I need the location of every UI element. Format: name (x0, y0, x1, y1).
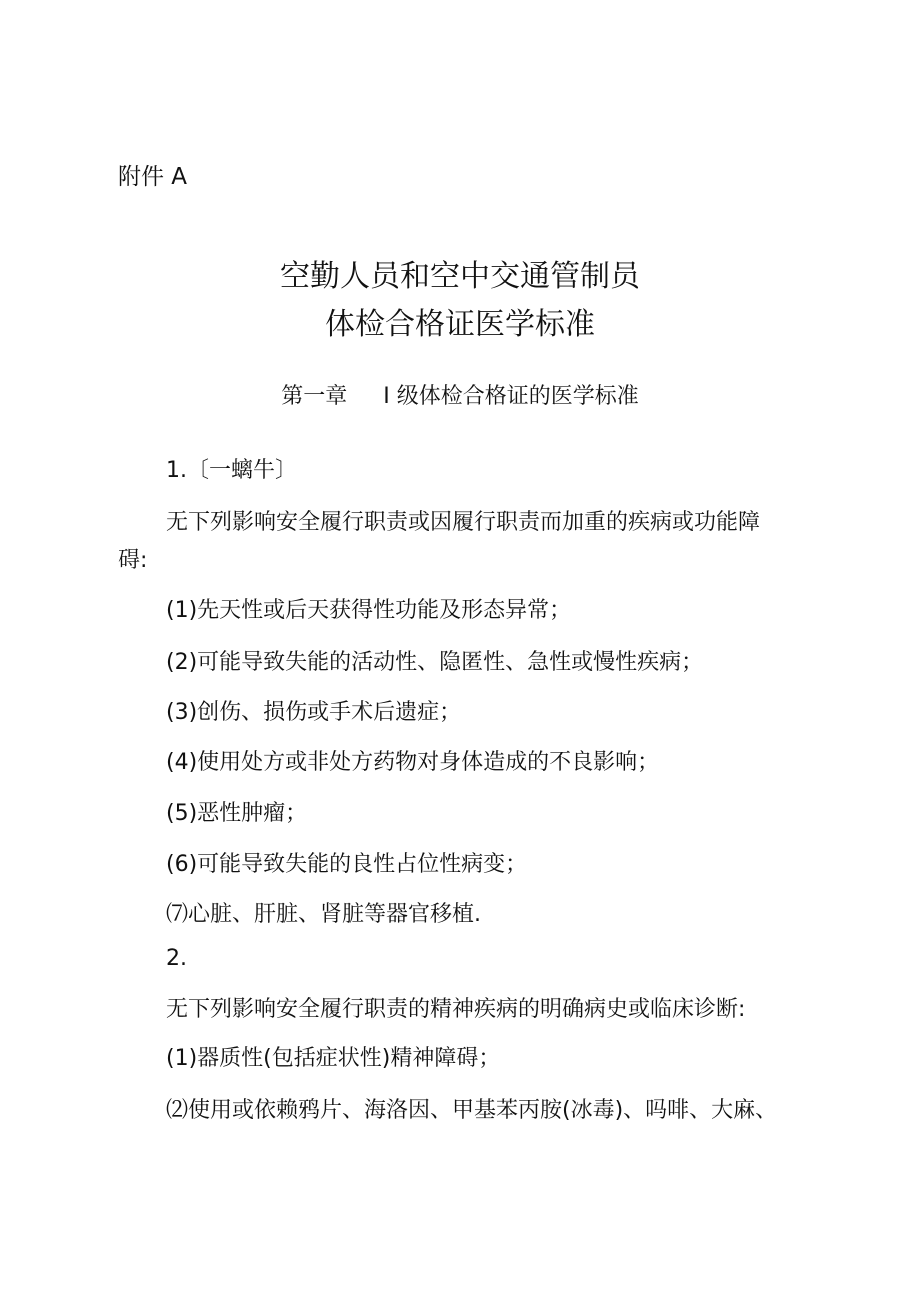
chapter-heading (0, 382, 920, 412)
annex-label: 附件 A (118, 164, 188, 190)
list-item: ⑵使用或依赖鸦片、海洛因、甲基苯丙胺(冰毒)、吗啡、大麻、 (166, 1098, 778, 1123)
list-item: (4)使用处方或非处方药物对身体造成的不良影响； (166, 750, 660, 775)
chapter-number: 第一章 (281, 384, 348, 409)
list-item: ⑺心脏、肝脏、肾脏等器官移植. (166, 902, 481, 927)
chapter-name: I 级体检合格证的医学标准 (383, 384, 639, 409)
section-1-heading: 1.〔一螭牛〕 (166, 458, 297, 483)
section-1-intro: 无下列影响安全履行职责或因履行职责而加重的疾病或功能障 (166, 510, 761, 535)
list-item: (2)可能导致失能的活动性、隐匿性、急性或慢性疾病； (166, 650, 704, 675)
list-item: (5)恶性肿瘤； (166, 801, 308, 826)
list-item: (6)可能导致失能的良性占位性病变； (166, 852, 528, 877)
section-2-intro: 无下列影响安全履行职责的精神疾病的明确病史或临床诊断: (166, 997, 746, 1022)
section-2-heading: 2. (166, 946, 187, 971)
document-title-line-2: 体检合格证医学标准 (325, 307, 595, 342)
list-item: (1)先天性或后天获得性功能及形态异常； (166, 598, 572, 623)
document-title-line-1: 空勤人员和空中交通管制员 (280, 259, 640, 294)
list-item: (3)创伤、损伤或手术后遗症； (166, 700, 462, 725)
list-item: (1)器质性(包括症状性)精神障碍； (166, 1046, 501, 1071)
section-1-intro-continued: 碍: (118, 548, 148, 573)
